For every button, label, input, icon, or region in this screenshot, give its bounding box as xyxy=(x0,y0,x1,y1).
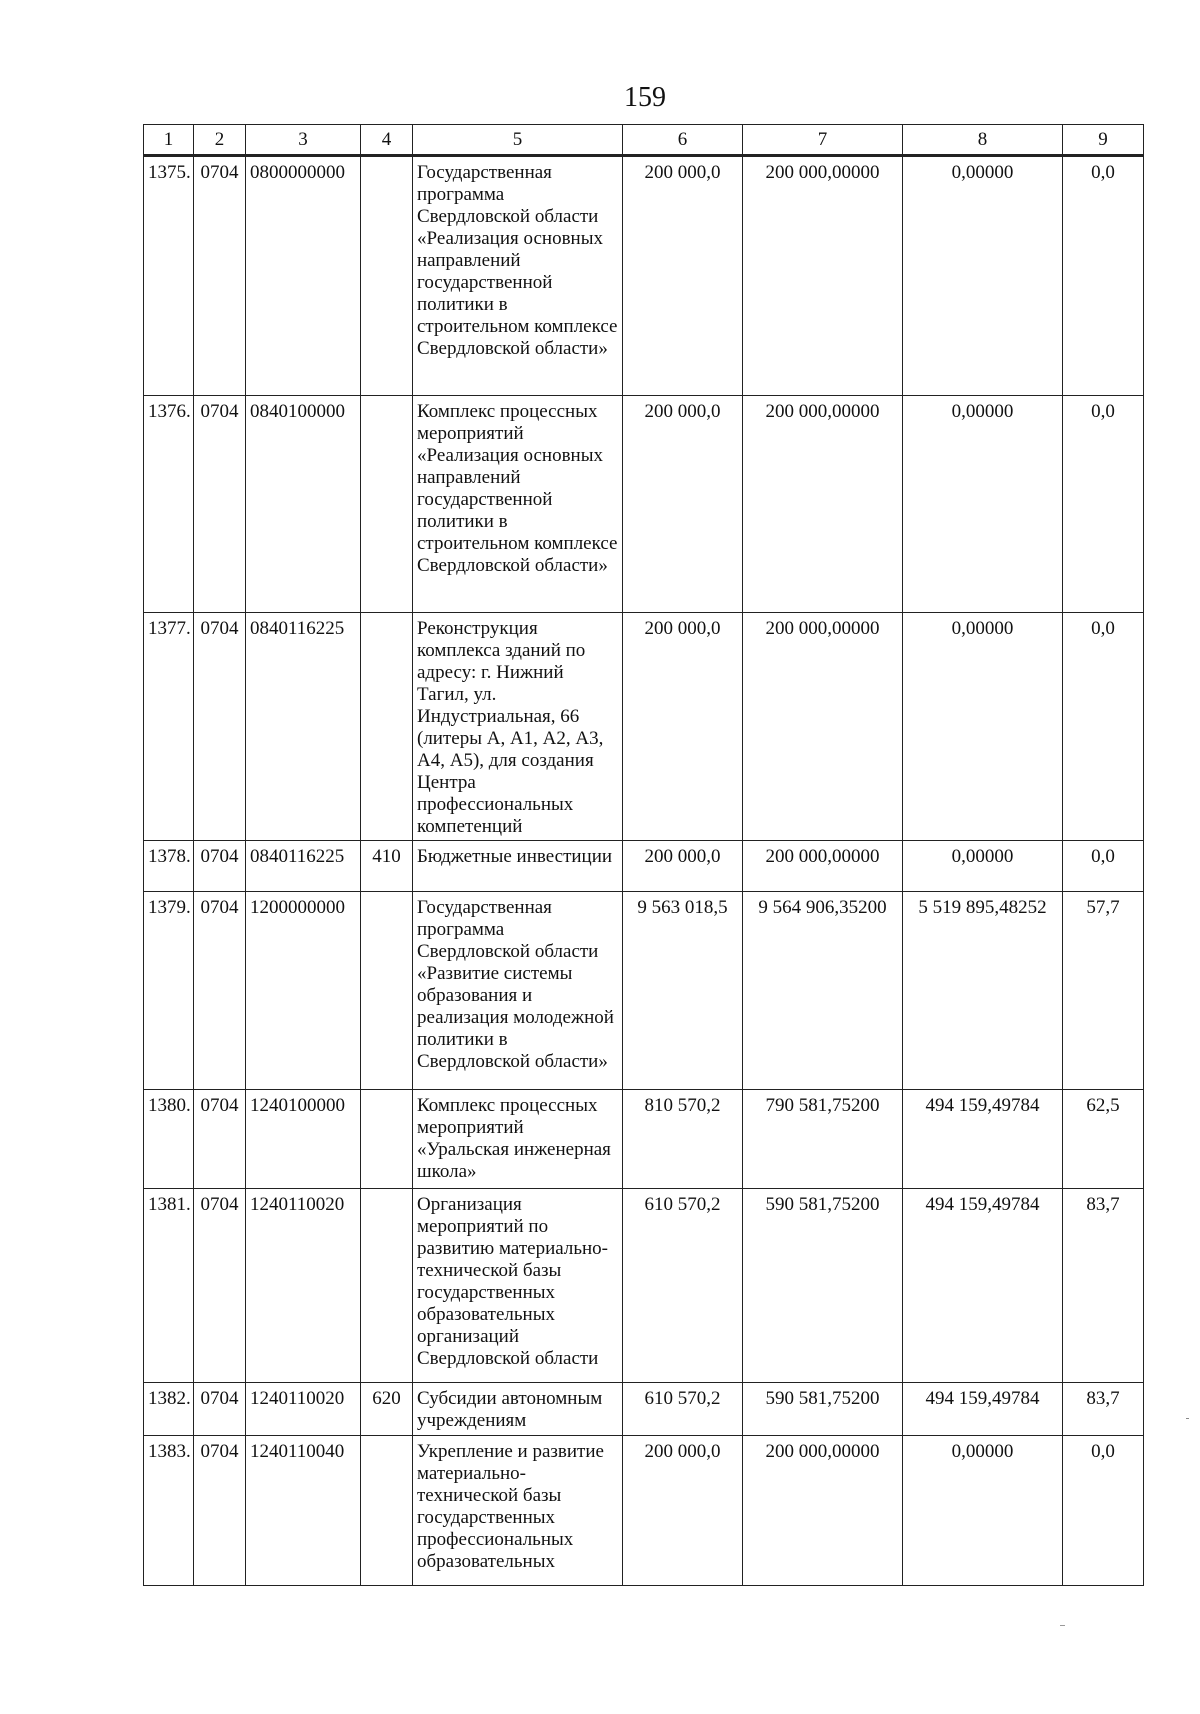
table-body xyxy=(144,156,1144,1586)
expense-type-code xyxy=(361,613,413,841)
value-col-8: 494 159,49784 xyxy=(903,1189,1063,1383)
percent-col-9: 62,5 xyxy=(1063,1090,1144,1189)
section-code: 0704 xyxy=(194,1090,246,1189)
value-col-7: 590 581,75200 xyxy=(743,1383,903,1436)
table-row xyxy=(144,613,1144,841)
header-row xyxy=(144,125,1144,156)
expense-type-code xyxy=(361,396,413,613)
header-col-8: 8 xyxy=(903,125,1063,156)
value-col-8: 0,00000 xyxy=(903,396,1063,613)
value-col-8: 0,00000 xyxy=(903,613,1063,841)
header-col-4: 4 xyxy=(361,125,413,156)
row-number: 1382. xyxy=(144,1383,194,1436)
value-col-6: 610 570,2 xyxy=(623,1383,743,1436)
section-code: 0704 xyxy=(194,841,246,892)
value-col-6: 200 000,0 xyxy=(623,841,743,892)
section-code: 0704 xyxy=(194,396,246,613)
value-col-7: 200 000,00000 xyxy=(743,1436,903,1586)
value-col-8: 494 159,49784 xyxy=(903,1090,1063,1189)
section-code: 0704 xyxy=(194,613,246,841)
percent-col-9: 0,0 xyxy=(1063,1436,1144,1586)
percent-col-9: 0,0 xyxy=(1063,841,1144,892)
table-row xyxy=(144,396,1144,613)
target-article-code: 0800000000 xyxy=(246,156,361,396)
value-col-6: 9 563 018,5 xyxy=(623,892,743,1090)
item-name: Бюджетные инвестиции xyxy=(413,841,623,892)
target-article-code: 1240100000 xyxy=(246,1090,361,1189)
target-article-code: 1240110020 xyxy=(246,1189,361,1383)
table-row xyxy=(144,1189,1144,1383)
target-article-code: 0840116225 xyxy=(246,613,361,841)
expense-type-code xyxy=(361,1090,413,1189)
value-col-6: 610 570,2 xyxy=(623,1189,743,1383)
expense-type-code xyxy=(361,1189,413,1383)
target-article-code: 1240110040 xyxy=(246,1436,361,1586)
section-code: 0704 xyxy=(194,1189,246,1383)
item-name: Укрепление и развитие материально-технической базы государственных профессиональных образовательных xyxy=(413,1436,623,1586)
table-row xyxy=(144,892,1144,1090)
target-article-code: 0840116225 xyxy=(246,841,361,892)
target-article-code: 1240110020 xyxy=(246,1383,361,1436)
table-row xyxy=(144,1436,1144,1586)
value-col-7: 200 000,00000 xyxy=(743,841,903,892)
header-col-7: 7 xyxy=(743,125,903,156)
target-article-code: 0840100000 xyxy=(246,396,361,613)
table-row xyxy=(144,156,1144,396)
expense-type-code xyxy=(361,156,413,396)
value-col-7: 790 581,75200 xyxy=(743,1090,903,1189)
item-name: Государственная программа Свердловской области «Развитие системы образования и реализация молодежной политики в Свердловской области» xyxy=(413,892,623,1090)
value-col-6: 810 570,2 xyxy=(623,1090,743,1189)
value-col-8: 0,00000 xyxy=(903,156,1063,396)
percent-col-9: 0,0 xyxy=(1063,396,1144,613)
row-number: 1380. xyxy=(144,1090,194,1189)
expense-type-code xyxy=(361,1436,413,1586)
percent-col-9: 83,7 xyxy=(1063,1383,1144,1436)
value-col-7: 200 000,00000 xyxy=(743,156,903,396)
value-col-8: 494 159,49784 xyxy=(903,1383,1063,1436)
row-number: 1379. xyxy=(144,892,194,1090)
row-number: 1375. xyxy=(144,156,194,396)
item-name: Реконструкция комплекса зданий по адресу: г. Нижний Тагил, ул. Индустриальная, 66 (литеры А, А1, А2, А3, А4, А5), для создания Центра профессиональных компетенций xyxy=(413,613,623,841)
section-code: 0704 xyxy=(194,1383,246,1436)
item-name: Комплекс процессных мероприятий «Уральская инженерная школа» xyxy=(413,1090,623,1189)
table-row xyxy=(144,841,1144,892)
row-number: 1378. xyxy=(144,841,194,892)
expense-type-code: 620 xyxy=(361,1383,413,1436)
value-col-6: 200 000,0 xyxy=(623,156,743,396)
row-number: 1381. xyxy=(144,1189,194,1383)
section-code: 0704 xyxy=(194,892,246,1090)
table-header xyxy=(144,125,1144,156)
row-number: 1377. xyxy=(144,613,194,841)
percent-col-9: 0,0 xyxy=(1063,613,1144,841)
header-col-5: 5 xyxy=(413,125,623,156)
percent-col-9: 83,7 xyxy=(1063,1189,1144,1383)
value-col-8: 0,00000 xyxy=(903,841,1063,892)
table-row xyxy=(144,1383,1144,1436)
percent-col-9: 0,0 xyxy=(1063,156,1144,396)
item-name: Организация мероприятий по развитию материально-технической базы государственных образовательных организаций Свердловской области xyxy=(413,1189,623,1383)
header-col-3: 3 xyxy=(246,125,361,156)
value-col-7: 200 000,00000 xyxy=(743,396,903,613)
table-row xyxy=(144,1090,1144,1189)
value-col-6: 200 000,0 xyxy=(623,1436,743,1586)
row-number: 1383. xyxy=(144,1436,194,1586)
scan-artifact xyxy=(1186,1418,1189,1419)
page-number: 159 xyxy=(624,82,666,113)
percent-col-9: 57,7 xyxy=(1063,892,1144,1090)
value-col-7: 9 564 906,35200 xyxy=(743,892,903,1090)
scan-artifact xyxy=(1060,1625,1065,1626)
value-col-6: 200 000,0 xyxy=(623,613,743,841)
value-col-7: 590 581,75200 xyxy=(743,1189,903,1383)
section-code: 0704 xyxy=(194,156,246,396)
expense-type-code: 410 xyxy=(361,841,413,892)
target-article-code: 1200000000 xyxy=(246,892,361,1090)
item-name: Комплекс процессных мероприятий «Реализация основных направлений государственной политики в строительном комплексе Свердловской области» xyxy=(413,396,623,613)
header-col-6: 6 xyxy=(623,125,743,156)
expense-type-code xyxy=(361,892,413,1090)
item-name: Государственная программа Свердловской области «Реализация основных направлений государственной политики в строительном комплексе Свердловской области» xyxy=(413,156,623,396)
header-col-2: 2 xyxy=(194,125,246,156)
budget-table xyxy=(143,124,1144,1586)
header-col-9: 9 xyxy=(1063,125,1144,156)
header-col-1: 1 xyxy=(144,125,194,156)
value-col-8: 5 519 895,48252 xyxy=(903,892,1063,1090)
value-col-8: 0,00000 xyxy=(903,1436,1063,1586)
row-number: 1376. xyxy=(144,396,194,613)
value-col-7: 200 000,00000 xyxy=(743,613,903,841)
section-code: 0704 xyxy=(194,1436,246,1586)
item-name: Субсидии автономным учреждениям xyxy=(413,1383,623,1436)
value-col-6: 200 000,0 xyxy=(623,396,743,613)
